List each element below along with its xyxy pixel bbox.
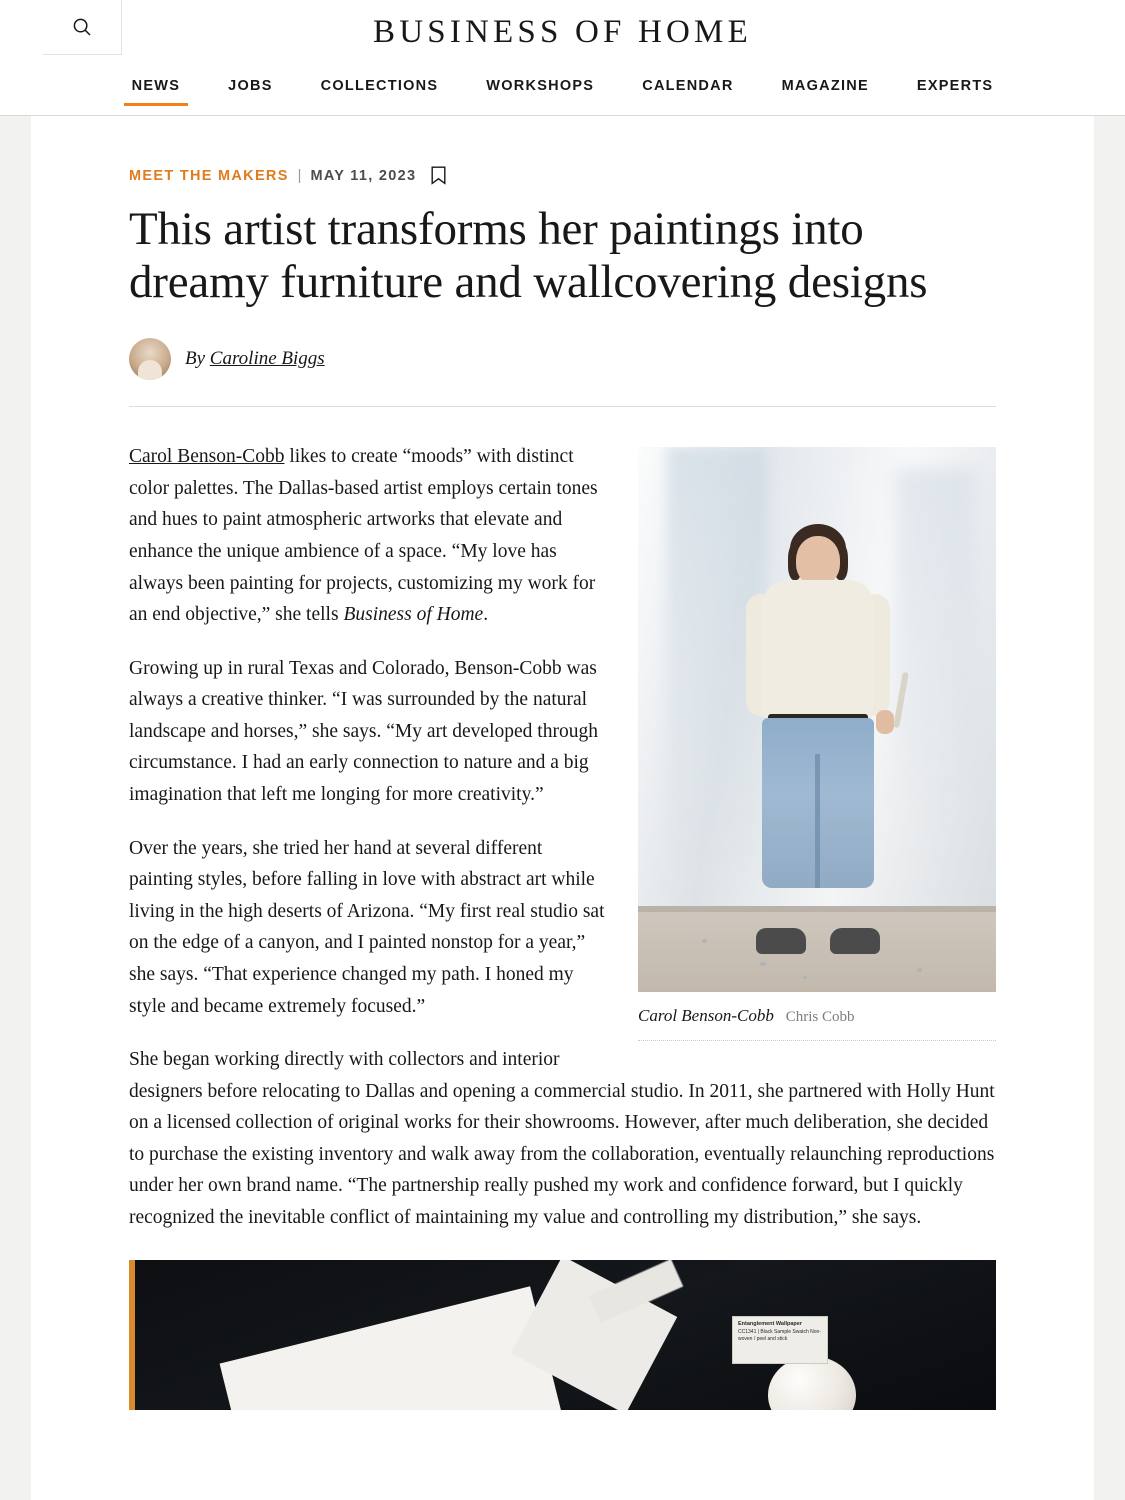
artist-link[interactable]: Carol Benson-Cobb <box>129 446 285 468</box>
wallpaper-label-title: Entanglement Wallpaper <box>738 1320 802 1327</box>
figure-caption-credit: Chris Cobb <box>785 1009 855 1026</box>
byline <box>129 338 996 406</box>
figure-caption <box>638 992 996 1040</box>
meta-separator: | <box>297 167 302 184</box>
byline-text <box>185 348 325 370</box>
article-paragraph-3: Over the years, she tried her hand at several different painting styles, before falling in love with abstract art while living in the high deserts of Arizona. “My first real studio sat on the edge of a canyon, and I painted nonstop for a year,” she says. “That experience changed my path. I honed my style and became extremely focused.” <box>129 837 605 1017</box>
divider <box>129 406 996 407</box>
article-figure <box>638 447 996 1040</box>
wallpaper-label-lines: CC1341 | Black Sample Swatch Non-woven / peel and stick <box>738 1328 822 1342</box>
article-category[interactable]: MEET THE MAKERS <box>129 167 289 184</box>
article-paragraph-4: She began working directly with collectors and interior designers before relocating to Dallas and opening a commercial studio. In 2011, she partnered with Holly Hunt on a licensed collection of original works for their showrooms. However, after much deliberation, she decided to purchase the existing inventory and walk away from the collaboration, eventually relaunching reproductions under her own brand name. “The partnership really pushed my work and confidence forward, but I quickly recognized the inevitable conflict of maintaining my value and controlling my distribution,” she says. <box>129 1049 995 1228</box>
site-logo[interactable]: BUSINESS OF HOME <box>373 14 752 50</box>
artwork-edge-accent <box>129 1260 135 1410</box>
bookmark-icon[interactable] <box>431 166 446 185</box>
nav-item-magazine[interactable]: MAGAZINE <box>781 78 869 94</box>
nav-item-collections[interactable]: COLLECTIONS <box>320 78 439 94</box>
article-meta <box>129 166 996 185</box>
nav-item-jobs[interactable]: JOBS <box>228 78 273 94</box>
page-title: This artist transforms her paintings into dreamy furniture and wallcovering designs <box>129 203 928 308</box>
article-container <box>31 116 1094 1500</box>
artist-portrait-image <box>638 447 996 992</box>
site-header <box>0 0 1125 116</box>
photo-subject <box>722 524 912 954</box>
nav-item-experts[interactable]: EXPERTS <box>916 78 994 94</box>
paragraph-1-tail: . <box>483 604 489 626</box>
byline-prefix: By <box>185 348 206 370</box>
nav-item-news[interactable]: NEWS <box>108 78 205 106</box>
byline-author-link[interactable]: Caroline Biggs <box>209 348 325 370</box>
artwork-image <box>129 1260 996 1410</box>
avatar <box>129 338 171 380</box>
publication-name: Business of Home <box>343 604 484 626</box>
nav-item-calendar[interactable]: CALENDAR <box>642 78 734 94</box>
main-navigation <box>0 78 1125 106</box>
paragraph-1-rest: likes to create “moods” with distinct color palettes. The Dallas-based artist employs certain tones and hues to paint atmospheric artworks that elevate and enhance the unique ambience of a space. “My love has always been painting for projects, customizing my work for an end objective,” she tells <box>129 446 598 626</box>
article-paragraph-2: Growing up in rural Texas and Colorado, Benson-Cobb was always a creative thinker. “I was surrounded by the natural landscape and horses,” she says. “My art developed through circumstance. I had an early connection to nature and a big imagination that left me longing for more creativity.” <box>129 657 598 806</box>
article-body <box>129 441 996 1233</box>
nav-item-workshops[interactable]: WORKSHOPS <box>486 78 595 94</box>
article-date: MAY 11, 2023 <box>310 167 417 184</box>
wallpaper-sample-label <box>732 1316 828 1364</box>
figure-caption-title: Carol Benson-Cobb <box>638 1006 774 1026</box>
